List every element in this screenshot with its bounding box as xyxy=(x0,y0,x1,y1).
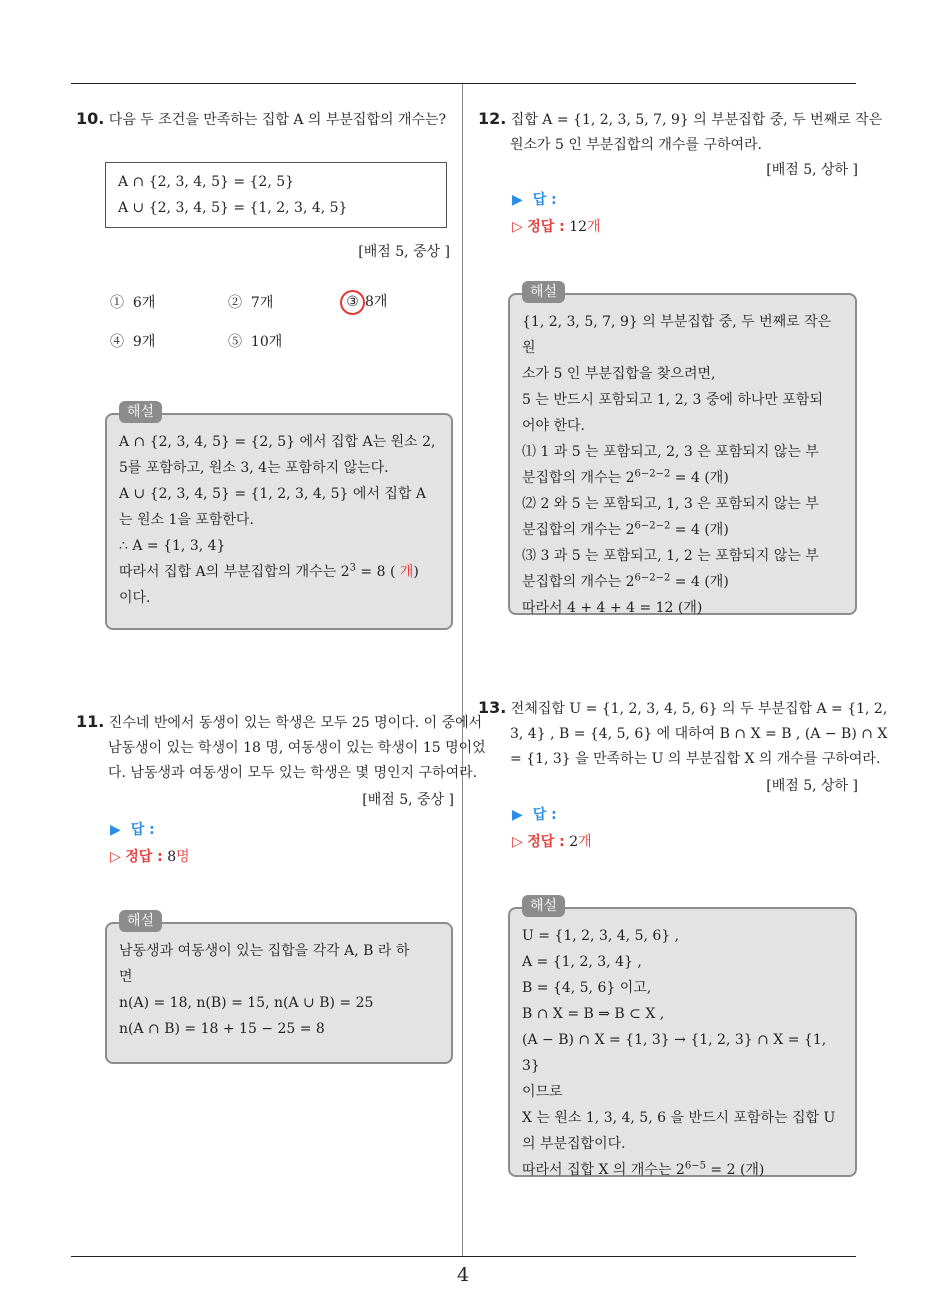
question-text: 전체집합 U = {1, 2, 3, 4, 5, 6} 의 두 부분집합 A = {1, 2, 3, 4} , B = {4, 5, 6} 에 대하여 B ∩ X = B , (A − B) ∩ X = {1, 3} 을 만족하는 U 의 부분집합 X 의 개수를 구하여라. xyxy=(510,701,888,767)
play-icon: ▶ xyxy=(512,807,523,823)
play-icon: ▶ xyxy=(512,192,523,208)
solution-line: {1, 2, 3, 5, 7, 9} 의 부분집합 중, 두 번째로 작은 원 xyxy=(522,314,832,356)
solution-text: ) xyxy=(413,564,419,580)
solution-tag: 해설 xyxy=(119,401,162,423)
question-number: 13. xyxy=(478,698,507,717)
solution-text: = 8 ( xyxy=(355,564,400,580)
question-12 xyxy=(478,106,890,158)
solution-line: (A − B) ∩ X = {1, 3} → {1, 2, 3} ∩ X = {1, 3} xyxy=(522,1032,827,1074)
choice-3[interactable] xyxy=(344,290,387,315)
solution-line: A = {1, 2, 3, 4} , xyxy=(522,954,642,970)
page-number: 4 xyxy=(456,1264,470,1286)
outline-play-icon: ▷ xyxy=(512,219,523,235)
solution-line: B ∩ X = B ⇒ B ⊂ X , xyxy=(522,1006,665,1022)
solution-line: ⑴ 1 과 5 는 포함되고, 2, 3 은 포함되지 않는 부 xyxy=(522,444,819,460)
solution-line: ⑶ 3 과 5 는 포함되고, 1, 2 는 포함되지 않는 부 xyxy=(522,548,819,564)
outline-play-icon: ▷ xyxy=(512,834,523,850)
solution-line xyxy=(522,1157,843,1183)
answer-line xyxy=(512,801,557,829)
question-11 xyxy=(76,709,486,786)
solution-line: 어야 한다. xyxy=(522,418,585,434)
solution-line xyxy=(119,559,439,585)
correct-value: 8 xyxy=(167,849,177,865)
condition-1: A ∩ {2, 3, 4, 5} = {2, 5} xyxy=(118,174,295,190)
solution-line: 소가 5 인 부분집합을 찾으려면, xyxy=(522,366,716,382)
solution-line: 이므로 xyxy=(522,1084,563,1100)
correct-answer-line xyxy=(512,828,592,856)
answer-label: 답 : xyxy=(532,807,557,823)
choice-text: 6개 xyxy=(132,295,156,311)
choice-text: 9개 xyxy=(132,334,156,350)
choice-text: 7개 xyxy=(250,295,274,311)
answer-line xyxy=(512,186,557,214)
solution-box xyxy=(105,913,453,1064)
correct-answer-line xyxy=(512,213,601,241)
solution-line xyxy=(522,517,843,543)
solution-line: U = {1, 2, 3, 4, 5, 6} , xyxy=(522,928,680,944)
top-rule xyxy=(71,83,856,84)
choice-4[interactable] xyxy=(110,331,155,351)
exponent: 3 xyxy=(349,562,356,574)
exponent: 6−2−2 xyxy=(634,572,671,584)
score-label: [배점 5, 중상 ] xyxy=(358,244,450,260)
score-label: [배점 5, 상하 ] xyxy=(766,778,858,794)
solution-text: = 4 (개) xyxy=(670,522,729,538)
solution-text: 분집합의 개수는 2 xyxy=(522,574,635,590)
solution-line: ⑵ 2 와 5 는 포함되고, 1, 3 은 포함되지 않는 부 xyxy=(522,496,819,512)
question-number: 12. xyxy=(478,109,507,128)
solution-line: B = {4, 5, 6} 이고, xyxy=(522,980,652,996)
question-text: 진수네 반에서 동생이 있는 학생은 모두 25 명이다. 이 중에서 남동생이 있는 학생이 18 명, 여동생이 있는 학생이 15 명이었다. 남동생과 여동생이 모두 있는 학생은 몇 명인지 구하여라. xyxy=(108,715,486,781)
choice-mark: ① xyxy=(110,295,124,311)
answer-line xyxy=(110,816,155,844)
correct-label: 정답 : xyxy=(125,849,163,865)
choice-mark: ③ xyxy=(346,294,359,310)
question-text: 집합 A = {1, 2, 3, 5, 7, 9} 의 부분집합 중, 두 번째로 작은 원소가 5 인 부분집합의 개수를 구하여라. xyxy=(510,112,883,153)
solution-text: 따라서 집합 A의 부분집합의 개수는 2 xyxy=(119,564,350,580)
answer-label: 답 : xyxy=(532,192,557,208)
correct-answer-line xyxy=(110,843,190,871)
correct-value: 2 xyxy=(569,834,579,850)
solution-tag: 해설 xyxy=(119,910,162,932)
choice-text: 8개 xyxy=(365,294,388,310)
exponent: 6−2−2 xyxy=(634,520,671,532)
solution-text: 따라서 집합 X 의 개수는 2 xyxy=(522,1162,685,1178)
question-text: 다음 두 조건을 만족하는 집합 A 의 부분집합의 개수는? xyxy=(108,112,447,128)
choice-mark: ⑤ xyxy=(228,334,242,350)
solution-box xyxy=(105,404,453,630)
selected-answer-circle xyxy=(340,290,365,315)
solution-text: 분집합의 개수는 2 xyxy=(522,470,635,486)
solution-line: A ∩ {2, 3, 4, 5} = {2, 5} 에서 집합 A는 원소 2, xyxy=(119,434,436,450)
condition-box xyxy=(105,162,447,228)
question-10 xyxy=(76,106,486,133)
exponent: 6−2−2 xyxy=(634,468,671,480)
outline-play-icon: ▷ xyxy=(110,849,121,865)
unit-highlight: 개 xyxy=(399,564,414,580)
solution-text: = 2 (개) xyxy=(705,1162,765,1178)
answer-label: 답 : xyxy=(130,822,155,838)
solution-line: 면 xyxy=(119,969,133,985)
choice-mark: ④ xyxy=(110,334,124,350)
correct-value: 12 xyxy=(569,219,588,235)
score-label: [배점 5, 중상 ] xyxy=(362,792,454,808)
solution-box xyxy=(508,284,857,616)
solution-line: X 는 원소 1, 3, 4, 5, 6 을 반드시 포함하는 집합 U xyxy=(522,1110,836,1126)
choice-2[interactable] xyxy=(228,292,273,312)
correct-unit: 개 xyxy=(587,219,601,235)
solution-line: n(A ∩ B) = 18 + 15 − 25 = 8 xyxy=(119,1021,325,1037)
solution-line: 따라서 4 + 4 + 4 = 12 (개) xyxy=(522,600,703,616)
solution-line: A ∪ {2, 3, 4, 5} = {1, 2, 3, 4, 5} 에서 집합 A xyxy=(119,486,427,502)
solution-line xyxy=(522,569,843,595)
exponent: 6−5 xyxy=(684,1160,706,1172)
play-icon: ▶ xyxy=(110,822,121,838)
solution-line: n(A) = 18, n(B) = 15, n(A ∪ B) = 25 xyxy=(119,995,374,1011)
choice-1[interactable] xyxy=(110,292,155,312)
solution-text: 분집합의 개수는 2 xyxy=(522,522,635,538)
solution-line: 남동생과 여동생이 있는 집합을 각각 A, B 라 하 xyxy=(119,943,410,959)
solution-line: 는 원소 1을 포함한다. xyxy=(119,512,254,528)
solution-box xyxy=(508,898,857,1178)
solution-text: = 4 (개) xyxy=(670,470,729,486)
solution-line: 5 는 반드시 포함되고 1, 2, 3 중에 하나만 포함되 xyxy=(522,392,823,408)
choice-mark: ② xyxy=(228,295,242,311)
choice-text: 10개 xyxy=(250,334,283,350)
solution-text: = 4 (개) xyxy=(670,574,729,590)
correct-unit: 명 xyxy=(176,849,190,865)
solution-tag: 해설 xyxy=(522,281,565,303)
bottom-rule xyxy=(71,1256,856,1257)
question-number: 11. xyxy=(76,712,105,731)
solution-line xyxy=(522,465,843,491)
question-13 xyxy=(478,695,890,772)
correct-unit: 개 xyxy=(578,834,592,850)
column-divider xyxy=(462,84,463,1256)
solution-line: 의 부분집합이다. xyxy=(522,1136,626,1152)
score-label: [배점 5, 상하 ] xyxy=(766,162,858,178)
correct-label: 정답 : xyxy=(527,834,565,850)
question-number: 10. xyxy=(76,109,105,128)
solution-tag: 해설 xyxy=(522,895,565,917)
solution-line: ∴ A = {1, 3, 4} xyxy=(119,538,226,554)
choice-5[interactable] xyxy=(228,331,282,351)
solution-line: 이다. xyxy=(119,590,151,606)
solution-line: 5를 포함하고, 원소 3, 4는 포함하지 않는다. xyxy=(119,460,389,476)
correct-label: 정답 : xyxy=(527,219,565,235)
condition-2: A ∪ {2, 3, 4, 5} = {1, 2, 3, 4, 5} xyxy=(118,200,348,216)
